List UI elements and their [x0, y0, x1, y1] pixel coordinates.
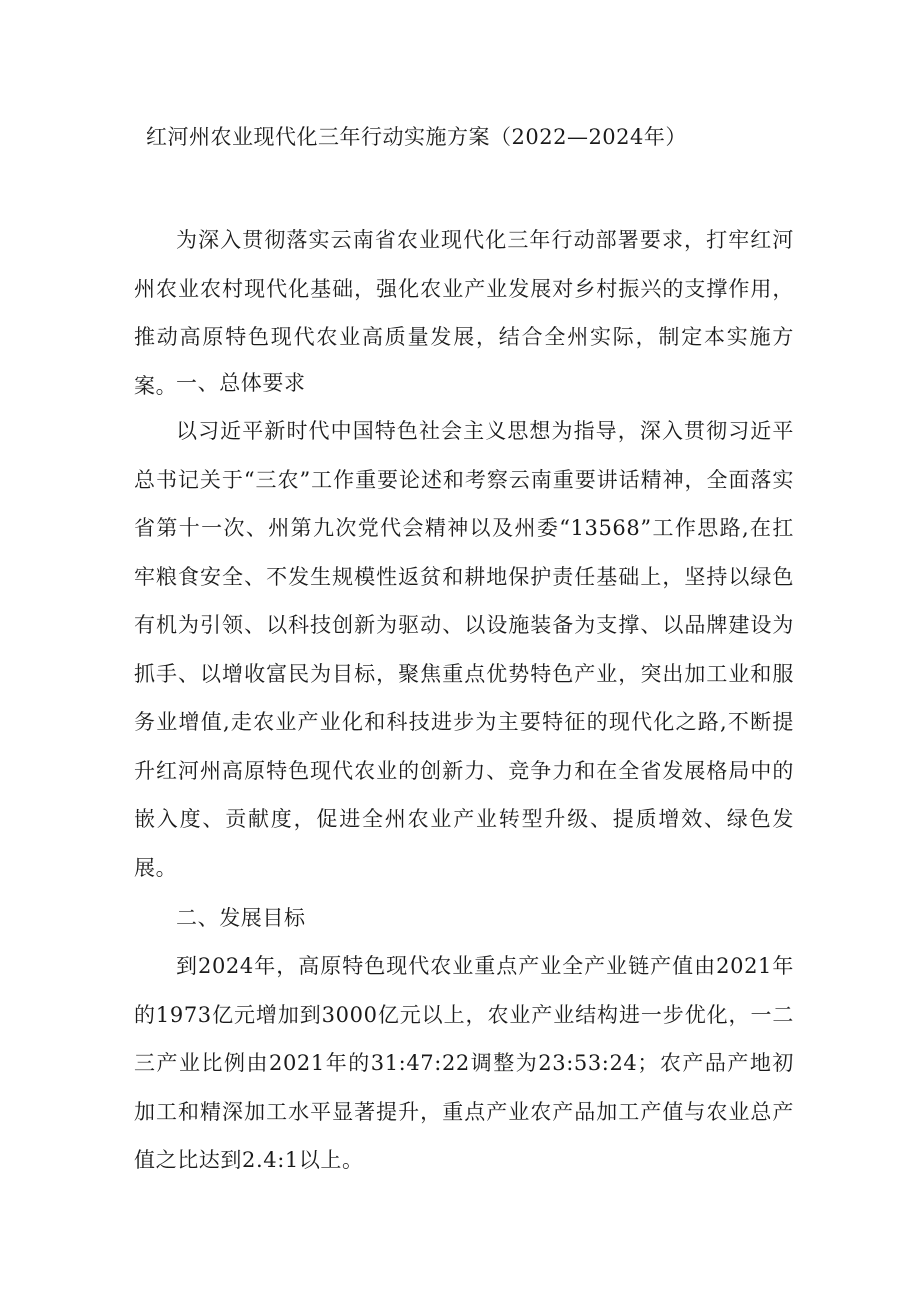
section-2-heading-block — [134, 894, 794, 943]
intro-paragraph: 为深入贯彻落实云南省农业现代化三年行动部署要求，打牢红河州农业农村现代化基础，强化农业产业发展对乡村振兴的支撑作用，推动高原特色现代农业高质量发展，结合全州实际，制定本实施方案。 — [134, 228, 794, 398]
section-paragraph: 到2024年，高原特色现代农业重点产业全产业链产值由2021年的1973亿元增加到3000亿元以上，农业产业结构进一步优化，一二三产业比例由2021年的31:47:22调整为23:53:24；农产品产地初加工和精深加工水平显著提升，重点产业农产品加工产值与农业总产值之比达到2.4:1以上。 — [134, 954, 794, 1172]
section-2-body-block — [134, 942, 794, 1185]
section-1-heading-block — [134, 359, 794, 408]
section-heading: 一、总体要求 — [176, 371, 306, 395]
section-paragraph: 以习近平新时代中国特色社会主义思想为指导，深入贯彻习近平总书记关于“三农”工作重要论述和考察云南重要讲话精神，全面落实省第十一次、州第九次党代会精神以及州委“13568”工作思路,在扛牢粮食安全、不发生规模性返贫和耕地保护责任基础上，坚持以绿色有机为引领、以科技创新为驱动、以设施装备为支撑、以品牌建设为抓手、以增收富民为目标，聚焦重点优势特色产业，突出加工业和服务业增值,走农业产业化和科技进步为主要特征的现代化之路,不断提升红河州高原特色现代农业的创新力、竞争力和在全省发展格局中的嵌入度、贡献度，促进全州农业产业转型升级、提质增效、绿色发展。 — [134, 419, 794, 880]
section-1-body-block — [134, 407, 794, 892]
document-title: 红河州农业现代化三年行动实施方案（2022—2024年） — [146, 125, 687, 149]
section-heading: 二、发展目标 — [176, 906, 306, 930]
